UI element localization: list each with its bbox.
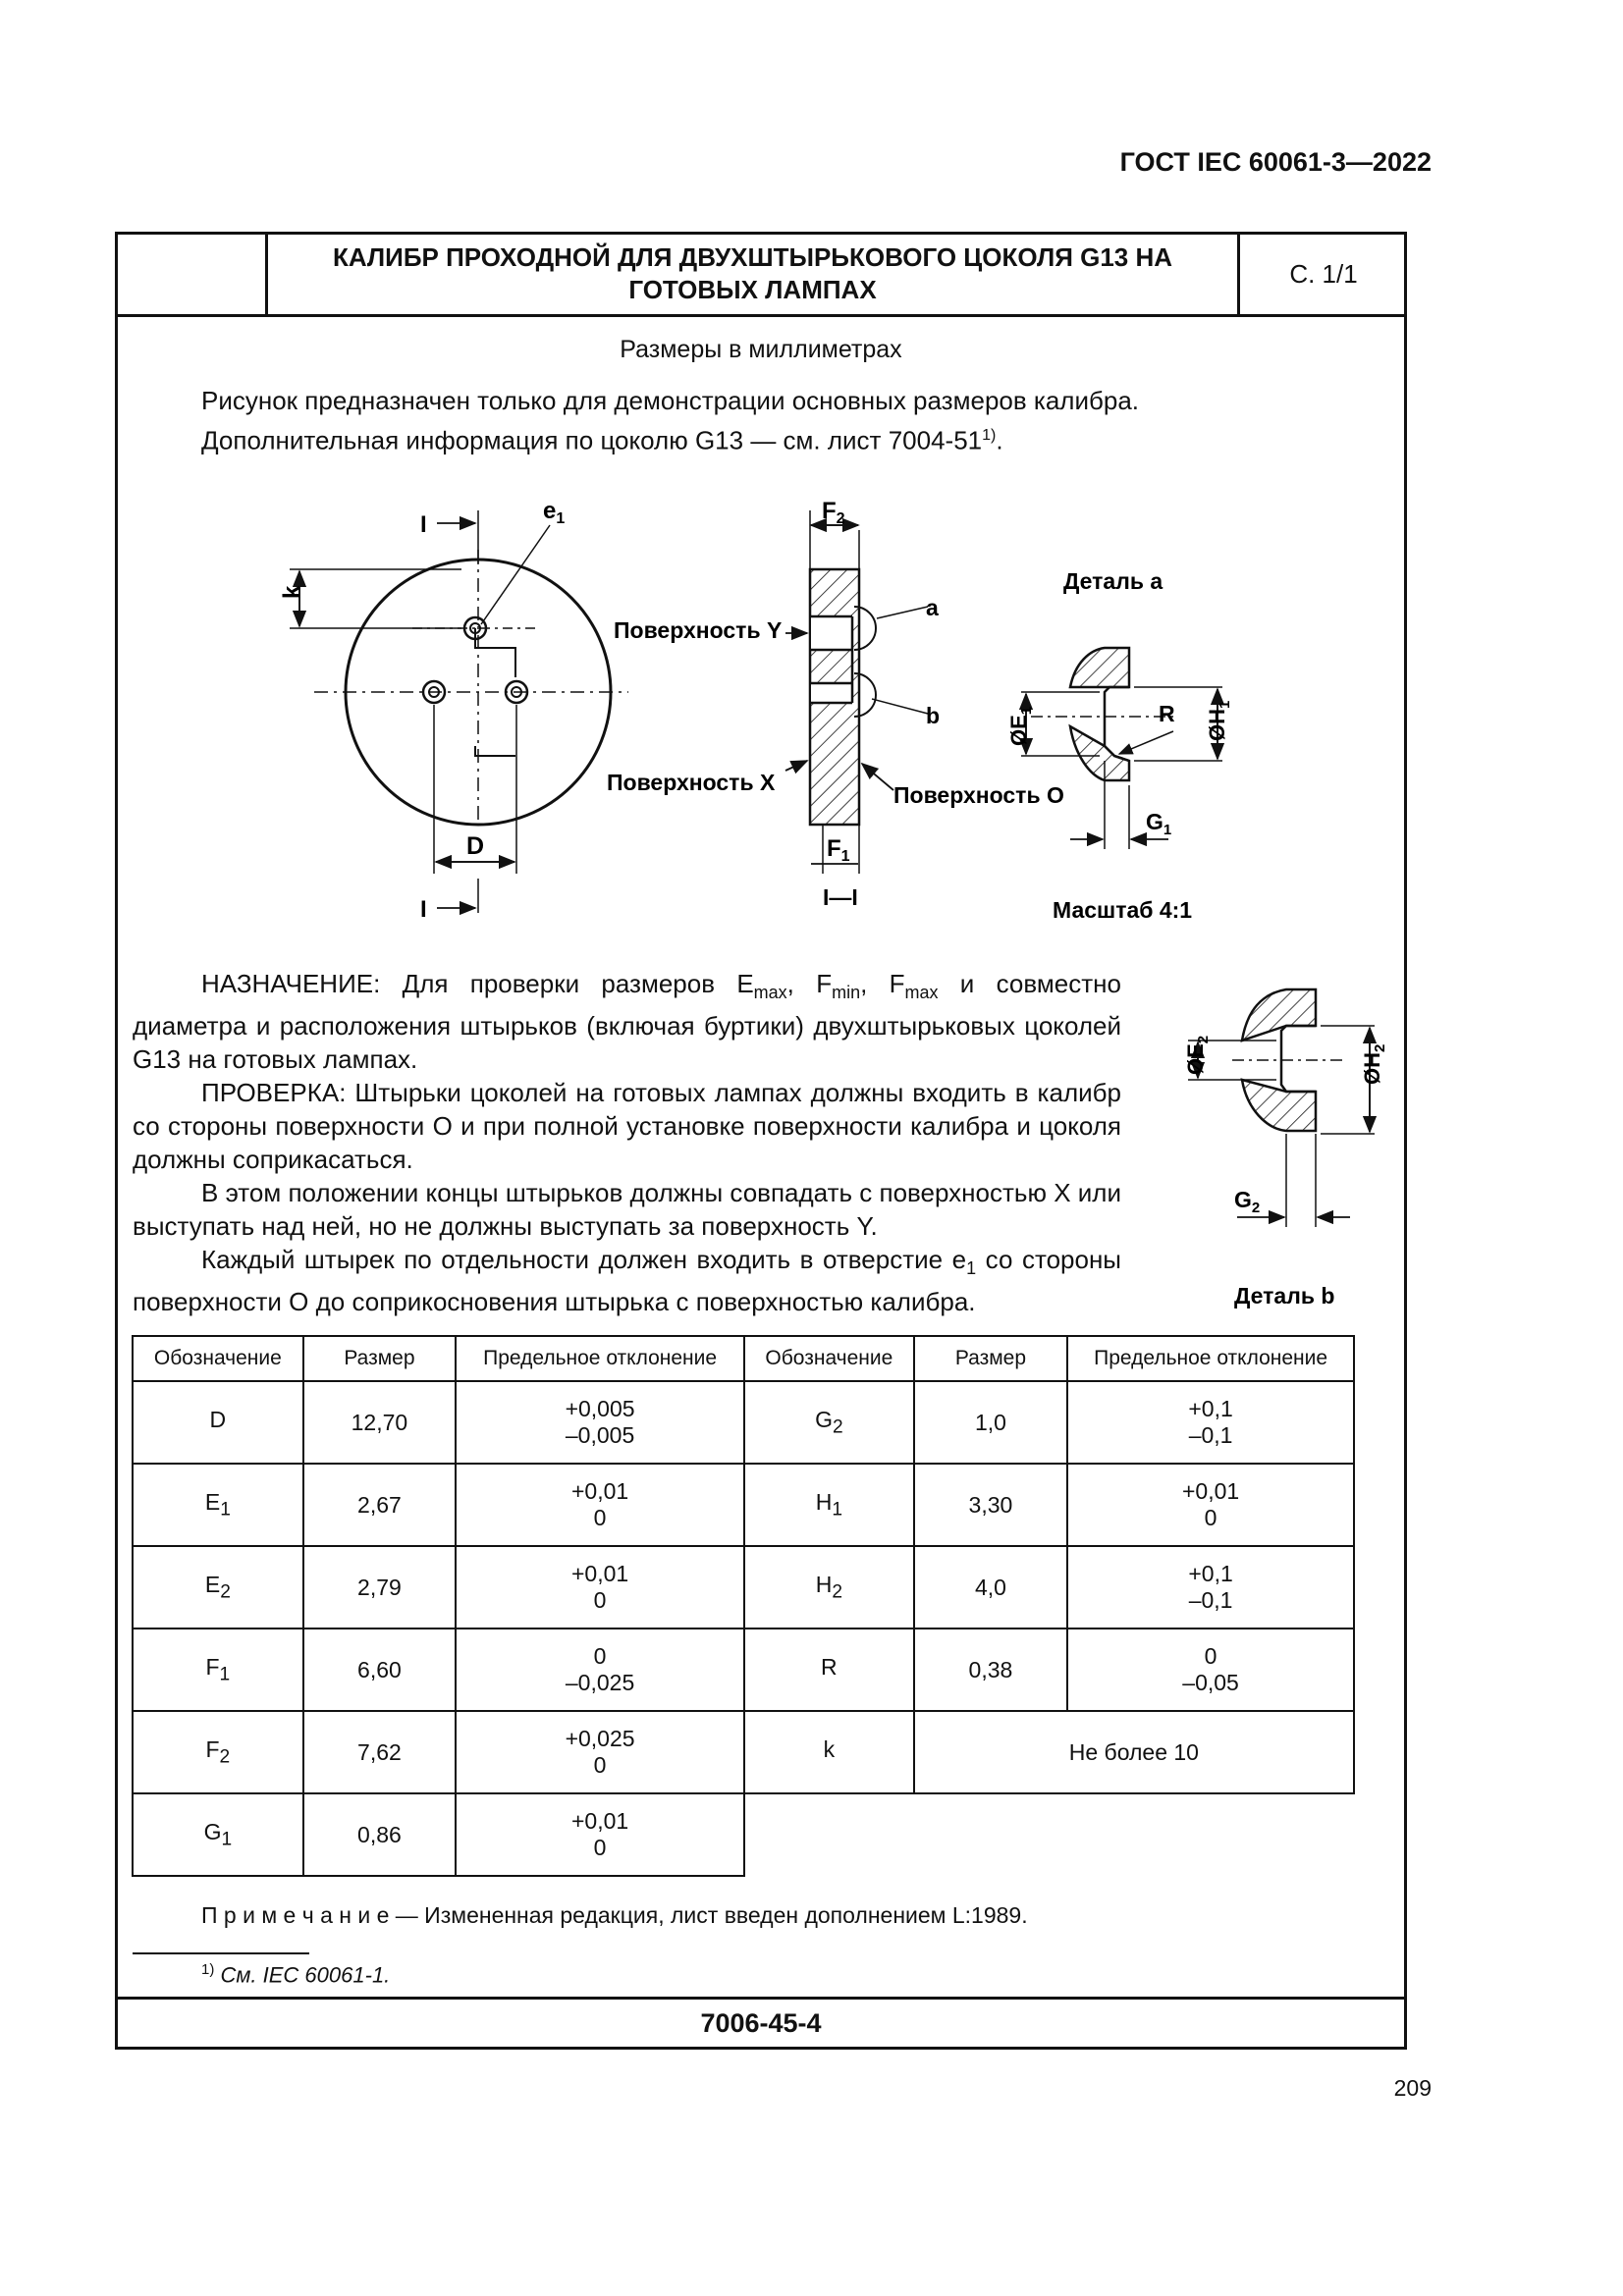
footnote-rule <box>133 1952 309 1954</box>
table-row <box>133 1629 744 1711</box>
label-surface-o: Поверхность O <box>893 782 1064 808</box>
deviation-cell: 0 –0,025 <box>456 1629 744 1711</box>
size-cell: 2,79 <box>303 1546 456 1629</box>
table-row <box>744 1546 1354 1629</box>
deviation-cell: 0 –0,05 <box>1067 1629 1354 1711</box>
deviation-cell: +0,01 0 <box>1067 1464 1354 1546</box>
page-number: 209 <box>1393 2075 1432 2101</box>
label-a: a <box>926 595 939 620</box>
position-paragraph: В этом положении концы штырьков должны совпадать с поверхностью X или выступать над ней, но не должны выступать за поверхность Y. <box>133 1178 1121 1242</box>
footnote: $^{1)}$ См. IEC 60061-1. <box>201 1961 391 1988</box>
size-cell: 1,0 <box>914 1381 1067 1464</box>
standard-designation: ГОСТ IEC 60061-3—2022 <box>1119 147 1432 177</box>
intro-line-2: Дополнительная информация по цоколю G13 — см. лист 7004-51$^{1)}$. <box>201 425 1003 455</box>
deviation-cell: +0,1 –0,1 <box>1067 1381 1354 1464</box>
detail-a <box>1006 568 1233 923</box>
deviation-cell: +0,025 0 <box>456 1711 744 1793</box>
table-row <box>133 1381 744 1464</box>
deviation-cell: +0,01 0 <box>456 1464 744 1546</box>
label-h2-diam: $ØH_2$ <box>1360 1043 1388 1085</box>
size-cell: 2,67 <box>303 1464 456 1546</box>
label-k: k <box>279 585 305 599</box>
size-cell: 7,62 <box>303 1711 456 1793</box>
designation-cell: k <box>744 1711 914 1793</box>
designation-cell: R <box>744 1629 914 1711</box>
label-e2-diam: $ØE_2$ <box>1183 1035 1212 1075</box>
section-view <box>607 498 1064 910</box>
pin-paragraph: Каждый штырек по отдельности должен входить в отверстие $e_1$ со стороны поверхности О до соприкосновения штырька с поверхностью калибра. <box>133 1245 1121 1317</box>
purpose-paragraph: НАЗНАЧЕНИЕ: Для проверки размеров $E_{max}$, $F_{min}$, $F_{max}$ и совместно диаметра и расположения штырьков (включая буртики) двухштырьковых цоколей G13 на готовых лампах. <box>133 969 1121 1075</box>
label-i-bottom: I <box>420 896 427 923</box>
header-deviation: Предельное отклонение <box>456 1336 744 1381</box>
label-b: b <box>926 703 941 728</box>
header-size: Размер <box>303 1336 456 1381</box>
header-designation: Обозначение <box>744 1336 914 1381</box>
designation-cell: $G_2$ <box>744 1381 914 1464</box>
label-scale: Масштаб 4:1 <box>1053 897 1193 923</box>
label-e1-diam: $ØE_1$ <box>1006 706 1035 746</box>
size-cell: 12,70 <box>303 1381 456 1464</box>
deviation-cell: +0,005 –0,005 <box>456 1381 744 1464</box>
label-g2: $G_2$ <box>1234 1187 1261 1216</box>
header-size: Размер <box>914 1336 1067 1381</box>
designation-cell: $H_1$ <box>744 1464 914 1546</box>
table-row <box>744 1381 1354 1464</box>
designation-cell: $E_2$ <box>133 1546 303 1629</box>
designation-cell: $F_2$ <box>133 1711 303 1793</box>
merged-size-cell: Не более 10 <box>914 1711 1354 1793</box>
designation-cell: $E_1$ <box>133 1464 303 1546</box>
size-cell: 6,60 <box>303 1629 456 1711</box>
front-view <box>279 498 628 923</box>
label-i-top: I <box>420 511 427 538</box>
table-row <box>744 1629 1354 1711</box>
sheet-title: КАЛИБР ПРОХОДНОЙ ДЛЯ ДВУХШТЫРЬКОВОГО ЦОКОЛЯ G13 НА ГОТОВЫХ ЛАМПАХ <box>268 232 1240 316</box>
units-note: Размеры в миллиметрах <box>620 336 902 363</box>
check-paragraph: ПРОВЕРКА: Штырьки цоколей на готовых лампах должны входить в калибр со стороны поверхности О и при полной установке поверхности калибра и цоколя должны соприкасаться. <box>133 1078 1121 1175</box>
detail-b <box>1183 989 1388 1308</box>
deviation-cell: +0,1 –0,1 <box>1067 1546 1354 1629</box>
label-d: D <box>466 832 485 860</box>
label-detail-b: Деталь b <box>1234 1283 1335 1308</box>
dimensions-table-right <box>743 1335 1355 1794</box>
label-r: R <box>1159 701 1175 726</box>
label-g1: $G_1$ <box>1146 809 1172 838</box>
label-section-ii: I—I <box>823 884 858 910</box>
size-cell: 0,38 <box>914 1629 1067 1711</box>
table-row <box>744 1711 1354 1793</box>
label-detail-a: Деталь a <box>1063 568 1163 594</box>
sheet-count: С. 1/1 <box>1289 258 1358 289</box>
label-f1: $F_1$ <box>827 835 850 865</box>
table-row <box>744 1464 1354 1546</box>
label-f2: $F_2$ <box>822 498 845 527</box>
table-row <box>133 1793 744 1876</box>
label-surface-x: Поверхность X <box>607 770 776 795</box>
intro-line-1: Рисунок предназначен только для демонстрации основных размеров калибра. <box>201 386 1140 415</box>
table-row <box>133 1464 744 1546</box>
size-cell: 4,0 <box>914 1546 1067 1629</box>
table-row <box>133 1546 744 1629</box>
header-deviation: Предельное отклонение <box>1067 1336 1354 1381</box>
description <box>133 967 1121 1318</box>
size-cell: 0,86 <box>303 1793 456 1876</box>
designation-cell: $G_1$ <box>133 1793 303 1876</box>
designation-cell: $F_1$ <box>133 1629 303 1711</box>
sheet-number: 7006-45-4 <box>700 2007 822 2038</box>
designation-cell: D <box>133 1381 303 1464</box>
table-header <box>133 1336 744 1381</box>
size-cell: 3,30 <box>914 1464 1067 1546</box>
label-e1: $e_1$ <box>543 498 566 527</box>
table-row <box>133 1711 744 1793</box>
deviation-cell: +0,01 0 <box>456 1793 744 1876</box>
note: П р и м е ч а н и е — Измененная редакция, лист введен дополнением L:1989. <box>201 1902 1028 1928</box>
designation-cell: $H_2$ <box>744 1546 914 1629</box>
table-header <box>744 1336 1354 1381</box>
deviation-cell: +0,01 0 <box>456 1546 744 1629</box>
dimensions-table-left <box>132 1335 745 1877</box>
header-designation: Обозначение <box>133 1336 303 1381</box>
label-h1-diam: $ØH_1$ <box>1205 700 1233 741</box>
label-surface-y: Поверхность Y <box>614 617 783 643</box>
